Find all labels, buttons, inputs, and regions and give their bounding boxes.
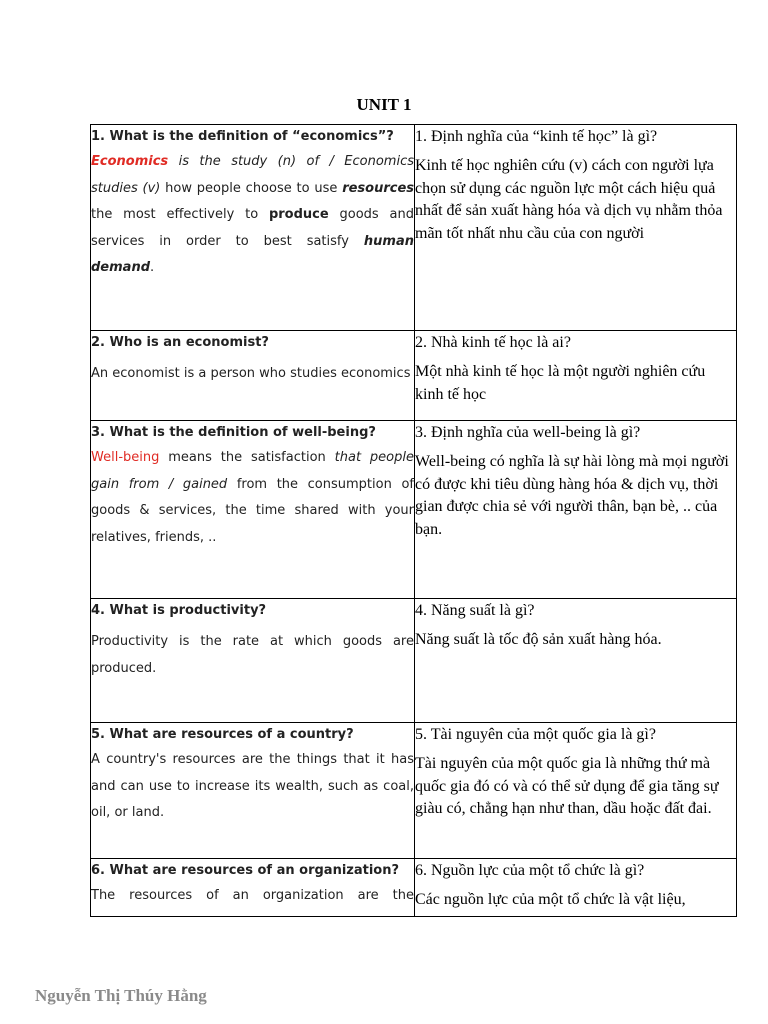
author-footer: Nguyễn Thị Thúy Hằng (35, 986, 207, 1005)
answer-text: the most effectively to (91, 207, 269, 222)
table-row (91, 125, 737, 331)
answer-en: A country's resources are the things that it has and can use to increase its wealth, such as coal, oil, or land. (91, 752, 414, 820)
answer-text: how people choose to use (160, 180, 343, 196)
table-row (91, 331, 737, 421)
table-row (91, 421, 737, 599)
table-row (91, 599, 737, 723)
table-row (91, 723, 737, 859)
answer-text: . (150, 260, 155, 275)
vietnamese-cell (415, 859, 737, 917)
answer-vi: Tài nguyên của một quốc gia là những thứ mà quốc gia đó có và có thể sử dụng để gia tăng sự giàu có, chẳng hạn như than, dầu hoặc đất đai. (415, 755, 719, 817)
answer-text: Economics studies (v) (91, 154, 414, 196)
question-en: 3. What is the definition of well-being? (91, 425, 376, 440)
term-produce: produce (268, 207, 329, 222)
vietnamese-cell (415, 723, 737, 859)
english-cell (91, 859, 415, 917)
question-en: 1. What is the definition of “economics”? (91, 129, 394, 144)
answer-text: study (n) (231, 154, 297, 169)
answer-en (91, 445, 414, 551)
table-row (91, 859, 737, 917)
answer-text: of / (296, 154, 345, 169)
answer-text: is the (168, 154, 232, 169)
question-en: 6. What are resources of an organization? (91, 863, 400, 878)
vietnamese-cell (415, 599, 737, 723)
answer-text: from the consumption of goods & services, the time shared with your relatives, friends, .. (91, 476, 414, 545)
question-en: 4. What is productivity? (91, 603, 267, 618)
vietnamese-cell (415, 125, 737, 331)
question-vi: 3. Định nghĩa của well-being là gì? (415, 424, 641, 441)
english-cell (91, 331, 415, 421)
term-well-being: Well-being (91, 450, 160, 465)
question-vi: 4. Năng suất là gì? (415, 602, 535, 619)
question-en: 5. What are resources of a country? (91, 727, 354, 742)
question-vi: 6. Nguồn lực của một tổ chức là gì? (415, 862, 645, 879)
answer-en: Productivity is the rate at which goods are produced. (91, 634, 414, 676)
english-cell (91, 723, 415, 859)
question-vi: 2. Nhà kinh tế học là ai? (415, 334, 571, 351)
question-vi: 5. Tài nguyên của một quốc gia là gì? (415, 726, 656, 743)
question-vi: 1. Định nghĩa của “kinh tế học” là gì? (415, 128, 658, 145)
answer-en (91, 149, 414, 282)
answer-en: An economist is a person who studies economics (91, 366, 411, 381)
term-resources: resources (342, 180, 415, 196)
qa-table (90, 124, 737, 917)
term-economics: Economics (91, 154, 169, 169)
unit-title: UNIT 1 (356, 95, 412, 114)
english-cell (91, 125, 415, 331)
answer-en: The resources of an organization are the (91, 888, 414, 903)
answer-text: that people gain from / gained (91, 450, 414, 492)
answer-vi: Các nguồn lực của một tổ chức là vật liệu, (415, 891, 686, 908)
vietnamese-cell (415, 331, 737, 421)
term-human-demand: human demand (91, 233, 414, 275)
english-cell (91, 599, 415, 723)
vietnamese-cell (415, 421, 737, 599)
answer-vi: Một nhà kinh tế học là một người nghiên cứu kinh tế học (415, 363, 706, 403)
english-cell (91, 421, 415, 599)
answer-text: goods and services in order to best satisfy (91, 207, 414, 249)
answer-text: means the satisfaction (159, 450, 335, 465)
question-en: 2. Who is an economist? (91, 335, 269, 350)
answer-vi: Năng suất là tốc độ sản xuất hàng hóa. (415, 631, 662, 648)
answer-vi: Kinh tế học nghiên cứu (v) cách con người lựa chọn sử dụng các nguồn lực một cách hiệu quả nhất để sản xuất hàng hóa và dịch vụ nhằm thỏa mãn tốt nhất nhu cầu của con người (415, 157, 723, 242)
answer-vi: Well-being có nghĩa là sự hài lòng mà mọi người có được khi tiêu dùng hàng hóa & dịch vụ, thời gian được chia sẻ với người thân, bạn bè, .. của bạn. (415, 453, 729, 538)
